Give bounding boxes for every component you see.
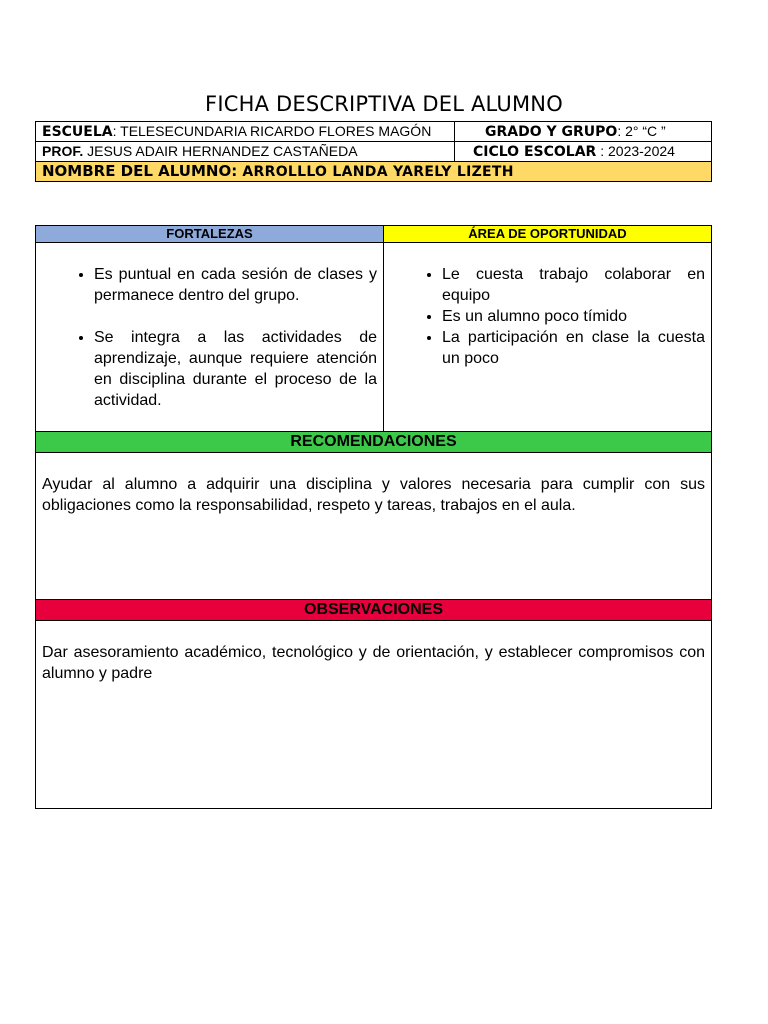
fortalezas-heading: FORTALEZAS <box>36 226 384 243</box>
oportunidad-cell <box>384 243 712 432</box>
fortalezas-cell <box>36 243 384 432</box>
escuela-value: : TELESECUNDARIA RICARDO FLORES MAGÓN <box>112 123 432 139</box>
header-table <box>35 121 712 182</box>
nombre-label: NOMBRE DEL ALUMNO: <box>42 162 238 180</box>
fortalezas-list <box>42 264 377 411</box>
oportunidad-item: • Es un alumno poco tímido <box>442 306 705 327</box>
ciclo-cell <box>455 142 712 162</box>
oportunidad-heading: ÁREA DE OPORTUNIDAD <box>384 226 712 243</box>
observaciones-heading: OBSERVACIONES <box>36 600 712 621</box>
nombre-value: ARROLLLO LANDA YARELY LIZETH <box>237 164 514 180</box>
escuela-label: ESCUELA <box>42 124 113 140</box>
document-title: FICHA DESCRIPTIVA DEL ALUMNO <box>205 92 563 116</box>
ciclo-value: : 2023-2024 <box>596 143 675 159</box>
grado-label: GRADO Y GRUPO <box>485 124 618 140</box>
oportunidad-item: • Le cuesta trabajo colaborar en equipo <box>442 264 705 306</box>
fortalezas-item: • Se integra a las actividades de aprendizaje, aunque requiere atención en disciplina durante el proceso de la actividad. <box>94 327 377 411</box>
grado-value: : 2° “C ” <box>617 123 666 139</box>
main-table <box>35 225 712 809</box>
observaciones-text: Dar asesoramiento académico, tecnológico y de orientación, y establecer compromisos con alumno y padre <box>36 621 712 809</box>
nombre-cell <box>36 162 712 182</box>
recomendaciones-heading: RECOMENDACIONES <box>36 432 712 453</box>
ciclo-label: CICLO ESCOLAR <box>473 144 597 160</box>
prof-cell <box>36 142 455 162</box>
escuela-cell <box>36 122 455 142</box>
oportunidad-item: • La participación en clase la cuesta un poco <box>442 327 705 369</box>
grado-cell <box>455 122 712 142</box>
prof-label: PROF. <box>42 143 84 159</box>
oportunidad-list <box>390 264 705 369</box>
recomendaciones-text: Ayudar al alumno a adquirir una disciplina y valores necesaria para cumplir con sus obligaciones como la responsabilidad, respeto y tareas, trabajos en el aula. <box>36 453 712 600</box>
fortalezas-item: • Es puntual en cada sesión de clases y permanece dentro del grupo. <box>94 264 377 306</box>
prof-value: JESUS ADAIR HERNANDEZ CASTAÑEDA <box>83 143 358 159</box>
